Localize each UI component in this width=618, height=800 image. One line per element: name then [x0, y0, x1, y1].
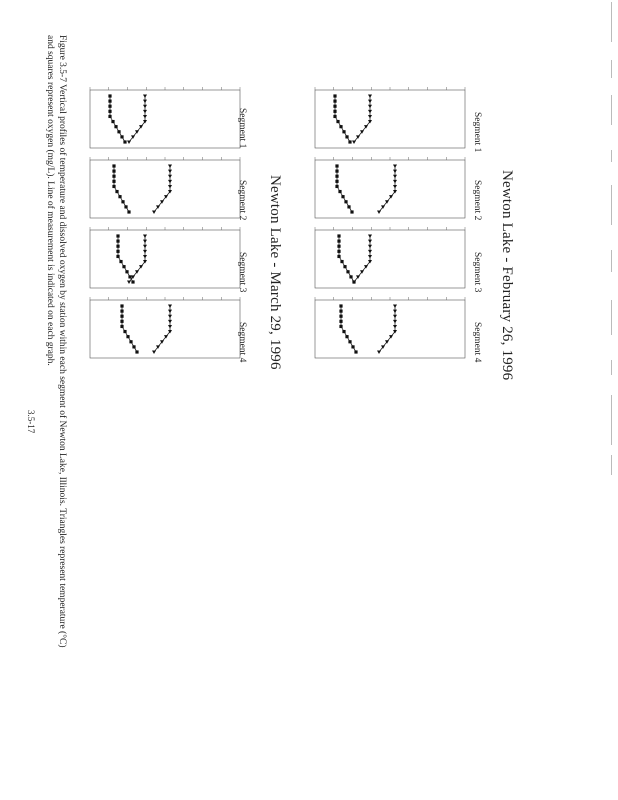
- oxygen-marker: [112, 170, 115, 173]
- temperature-marker: [168, 305, 172, 309]
- temperature-marker: [143, 105, 147, 109]
- oxygen-marker: [123, 140, 126, 143]
- oxygen-marker: [111, 120, 114, 123]
- oxygen-marker: [122, 265, 125, 268]
- scan-edge-mark: [611, 150, 612, 162]
- oxygen-marker: [129, 340, 132, 343]
- plot-frame: [90, 160, 240, 218]
- oxygen-marker: [128, 275, 131, 278]
- oxygen-marker: [339, 304, 342, 307]
- temperature-marker: [393, 180, 397, 184]
- temperature-marker: [368, 105, 372, 109]
- oxygen-marker: [354, 350, 357, 353]
- scan-edge-mark: [611, 60, 612, 78]
- temperature-profile-line: [379, 166, 395, 212]
- oxygen-profile-line: [110, 96, 125, 142]
- temperature-marker: [393, 165, 397, 169]
- temperature-marker: [168, 325, 172, 329]
- oxygen-marker: [120, 135, 123, 138]
- february-panels: [300, 80, 480, 380]
- march-panels: [75, 80, 255, 380]
- oxygen-marker: [112, 185, 115, 188]
- temperature-marker: [168, 175, 172, 179]
- temperature-marker: [143, 115, 147, 119]
- segment-label: Segment 2: [472, 180, 482, 221]
- segment-label: Segment 2: [237, 180, 247, 221]
- oxygen-marker: [120, 304, 123, 307]
- oxygen-marker: [123, 330, 126, 333]
- temperature-marker: [143, 255, 147, 259]
- oxygen-marker: [333, 110, 336, 113]
- temperature-marker: [152, 351, 156, 355]
- temperature-marker: [368, 255, 372, 259]
- temperature-marker: [168, 310, 172, 314]
- temperature-marker: [393, 175, 397, 179]
- temperature-marker: [393, 310, 397, 314]
- segment-label: Segment 4: [237, 322, 247, 363]
- segment-label: Segment 3: [237, 252, 247, 293]
- temperature-marker: [368, 250, 372, 254]
- oxygen-profile-line: [122, 306, 137, 352]
- oxygen-marker: [346, 270, 349, 273]
- oxygen-marker: [350, 210, 353, 213]
- temperature-marker: [127, 281, 131, 285]
- scan-edge-mark: [611, 395, 612, 445]
- page-number: 3.5-17: [26, 410, 36, 434]
- scan-edge-mark: [611, 455, 612, 475]
- temperature-profile-line: [379, 306, 395, 352]
- temperature-marker: [377, 351, 381, 355]
- temperature-profile-line: [129, 96, 145, 142]
- temperature-profile-line: [354, 96, 370, 142]
- temperature-marker: [368, 115, 372, 119]
- oxygen-marker: [108, 105, 111, 108]
- oxygen-profile-line: [339, 236, 354, 282]
- oxygen-marker: [108, 94, 111, 97]
- scan-edge-marks: [609, 0, 615, 480]
- profile-plot: [315, 297, 465, 358]
- oxygen-marker: [121, 200, 124, 203]
- oxygen-marker: [126, 335, 129, 338]
- oxygen-marker: [131, 280, 134, 283]
- oxygen-profile-line: [335, 96, 350, 142]
- oxygen-marker: [115, 190, 118, 193]
- temperature-marker: [143, 245, 147, 249]
- oxygen-marker: [335, 175, 338, 178]
- oxygen-marker: [120, 315, 123, 318]
- temperature-marker: [168, 180, 172, 184]
- oxygen-marker: [116, 234, 119, 237]
- oxygen-marker: [345, 135, 348, 138]
- temperature-marker: [393, 315, 397, 319]
- temperature-marker: [168, 320, 172, 324]
- temperature-marker: [143, 110, 147, 113]
- oxygen-marker: [337, 245, 340, 248]
- segment-label: Segment 4: [472, 322, 482, 363]
- oxygen-marker: [119, 260, 122, 263]
- plot-frame: [315, 230, 465, 288]
- segment-label: Segment 3: [472, 252, 482, 293]
- scan-edge-mark: [611, 300, 612, 335]
- scan-edge-mark: [611, 95, 612, 125]
- temperature-profile-line: [354, 236, 370, 282]
- oxygen-marker: [337, 250, 340, 253]
- temperature-marker: [168, 165, 172, 169]
- oxygen-marker: [339, 325, 342, 328]
- temperature-marker: [393, 305, 397, 309]
- oxygen-marker: [124, 205, 127, 208]
- temperature-marker: [143, 250, 147, 254]
- oxygen-profile-line: [341, 306, 356, 352]
- oxygen-marker: [339, 315, 342, 318]
- plot-frame: [90, 90, 240, 148]
- oxygen-marker: [339, 320, 342, 323]
- oxygen-marker: [333, 100, 336, 103]
- oxygen-marker: [333, 115, 336, 118]
- oxygen-marker: [116, 255, 119, 258]
- oxygen-marker: [120, 320, 123, 323]
- oxygen-marker: [337, 240, 340, 243]
- plot-frame: [315, 300, 465, 358]
- temperature-marker: [368, 100, 372, 104]
- profile-plot: [315, 157, 465, 218]
- oxygen-marker: [112, 175, 115, 178]
- oxygen-marker: [348, 140, 351, 143]
- temperature-profile-line: [154, 166, 170, 212]
- temperature-marker: [393, 170, 397, 174]
- oxygen-marker: [341, 195, 344, 198]
- oxygen-marker: [116, 240, 119, 243]
- temperature-marker: [168, 315, 172, 319]
- oxygen-marker: [339, 310, 342, 313]
- oxygen-marker: [335, 170, 338, 173]
- temperature-marker: [168, 185, 172, 189]
- temperature-profile-line: [154, 306, 170, 352]
- plot-frame: [315, 90, 465, 148]
- profile-plot: [90, 227, 240, 288]
- oxygen-marker: [335, 180, 338, 183]
- oxygen-marker: [333, 94, 336, 97]
- oxygen-marker: [342, 330, 345, 333]
- temperature-marker: [368, 245, 372, 249]
- temperature-marker: [368, 110, 372, 113]
- oxygen-marker: [116, 245, 119, 248]
- temperature-profile-line: [129, 236, 145, 282]
- oxygen-profile-line: [337, 166, 352, 212]
- oxygen-marker: [135, 350, 138, 353]
- temperature-marker: [143, 100, 147, 104]
- oxygen-marker: [127, 210, 130, 213]
- oxygen-marker: [338, 190, 341, 193]
- oxygen-marker: [118, 195, 121, 198]
- oxygen-marker: [108, 115, 111, 118]
- segment-label: Segment 1: [237, 108, 247, 149]
- oxygen-marker: [112, 164, 115, 167]
- scan-edge-mark: [611, 185, 612, 225]
- oxygen-profile-line: [118, 236, 133, 282]
- oxygen-marker: [347, 205, 350, 208]
- plot-frame: [315, 160, 465, 218]
- oxygen-marker: [132, 345, 135, 348]
- oxygen-marker: [117, 130, 120, 133]
- oxygen-marker: [333, 105, 336, 108]
- profile-plot: [90, 157, 240, 218]
- temperature-marker: [393, 320, 397, 324]
- temperature-marker: [393, 185, 397, 189]
- profile-plot: [315, 87, 465, 148]
- oxygen-marker: [345, 335, 348, 338]
- oxygen-marker: [344, 200, 347, 203]
- oxygen-marker: [336, 120, 339, 123]
- profile-plot: [90, 87, 240, 148]
- plot-frame: [90, 300, 240, 358]
- title-march: Newton Lake - March 29, 1996: [267, 175, 283, 370]
- oxygen-marker: [335, 185, 338, 188]
- temperature-marker: [368, 95, 372, 99]
- oxygen-marker: [116, 250, 119, 253]
- oxygen-marker: [339, 125, 342, 128]
- segment-label: Segment 1: [472, 112, 482, 153]
- temperature-marker: [377, 211, 381, 215]
- temperature-marker: [127, 141, 131, 145]
- scan-edge-mark: [611, 250, 612, 272]
- temperature-marker: [143, 235, 147, 239]
- temperature-marker: [393, 325, 397, 329]
- oxygen-marker: [120, 310, 123, 313]
- profile-plot: [90, 297, 240, 358]
- temperature-marker: [168, 170, 172, 174]
- oxygen-marker: [343, 265, 346, 268]
- plot-frame: [90, 230, 240, 288]
- figure-caption-line2: and squares represent oxygen (mg/L). Line of measurement is indicated on each graph.: [45, 35, 55, 366]
- oxygen-marker: [120, 325, 123, 328]
- oxygen-marker: [342, 130, 345, 133]
- temperature-marker: [152, 211, 156, 215]
- scan-edge-mark: [611, 360, 612, 375]
- temperature-marker: [352, 141, 356, 145]
- oxygen-marker: [351, 345, 354, 348]
- oxygen-marker: [348, 340, 351, 343]
- title-february: Newton Lake - February 26, 1996: [499, 170, 515, 381]
- oxygen-marker: [340, 260, 343, 263]
- oxygen-marker: [335, 164, 338, 167]
- oxygen-marker: [125, 270, 128, 273]
- scan-edge-mark: [611, 2, 612, 42]
- temperature-marker: [143, 95, 147, 99]
- oxygen-profile-line: [114, 166, 129, 212]
- oxygen-marker: [114, 125, 117, 128]
- profile-plot: [315, 227, 465, 288]
- oxygen-marker: [349, 275, 352, 278]
- oxygen-marker: [337, 234, 340, 237]
- oxygen-marker: [337, 255, 340, 258]
- figure-caption-line1: Figure 3.5-7 Vertical profiles of temperature and dissolved oxygen by station within each segment of Newton Lake, Illinois. Triangles represent temperature (°C): [57, 35, 67, 648]
- temperature-marker: [368, 235, 372, 239]
- oxygen-marker: [108, 100, 111, 103]
- oxygen-marker: [112, 180, 115, 183]
- oxygen-marker: [108, 110, 111, 113]
- temperature-marker: [368, 240, 372, 244]
- temperature-marker: [143, 240, 147, 244]
